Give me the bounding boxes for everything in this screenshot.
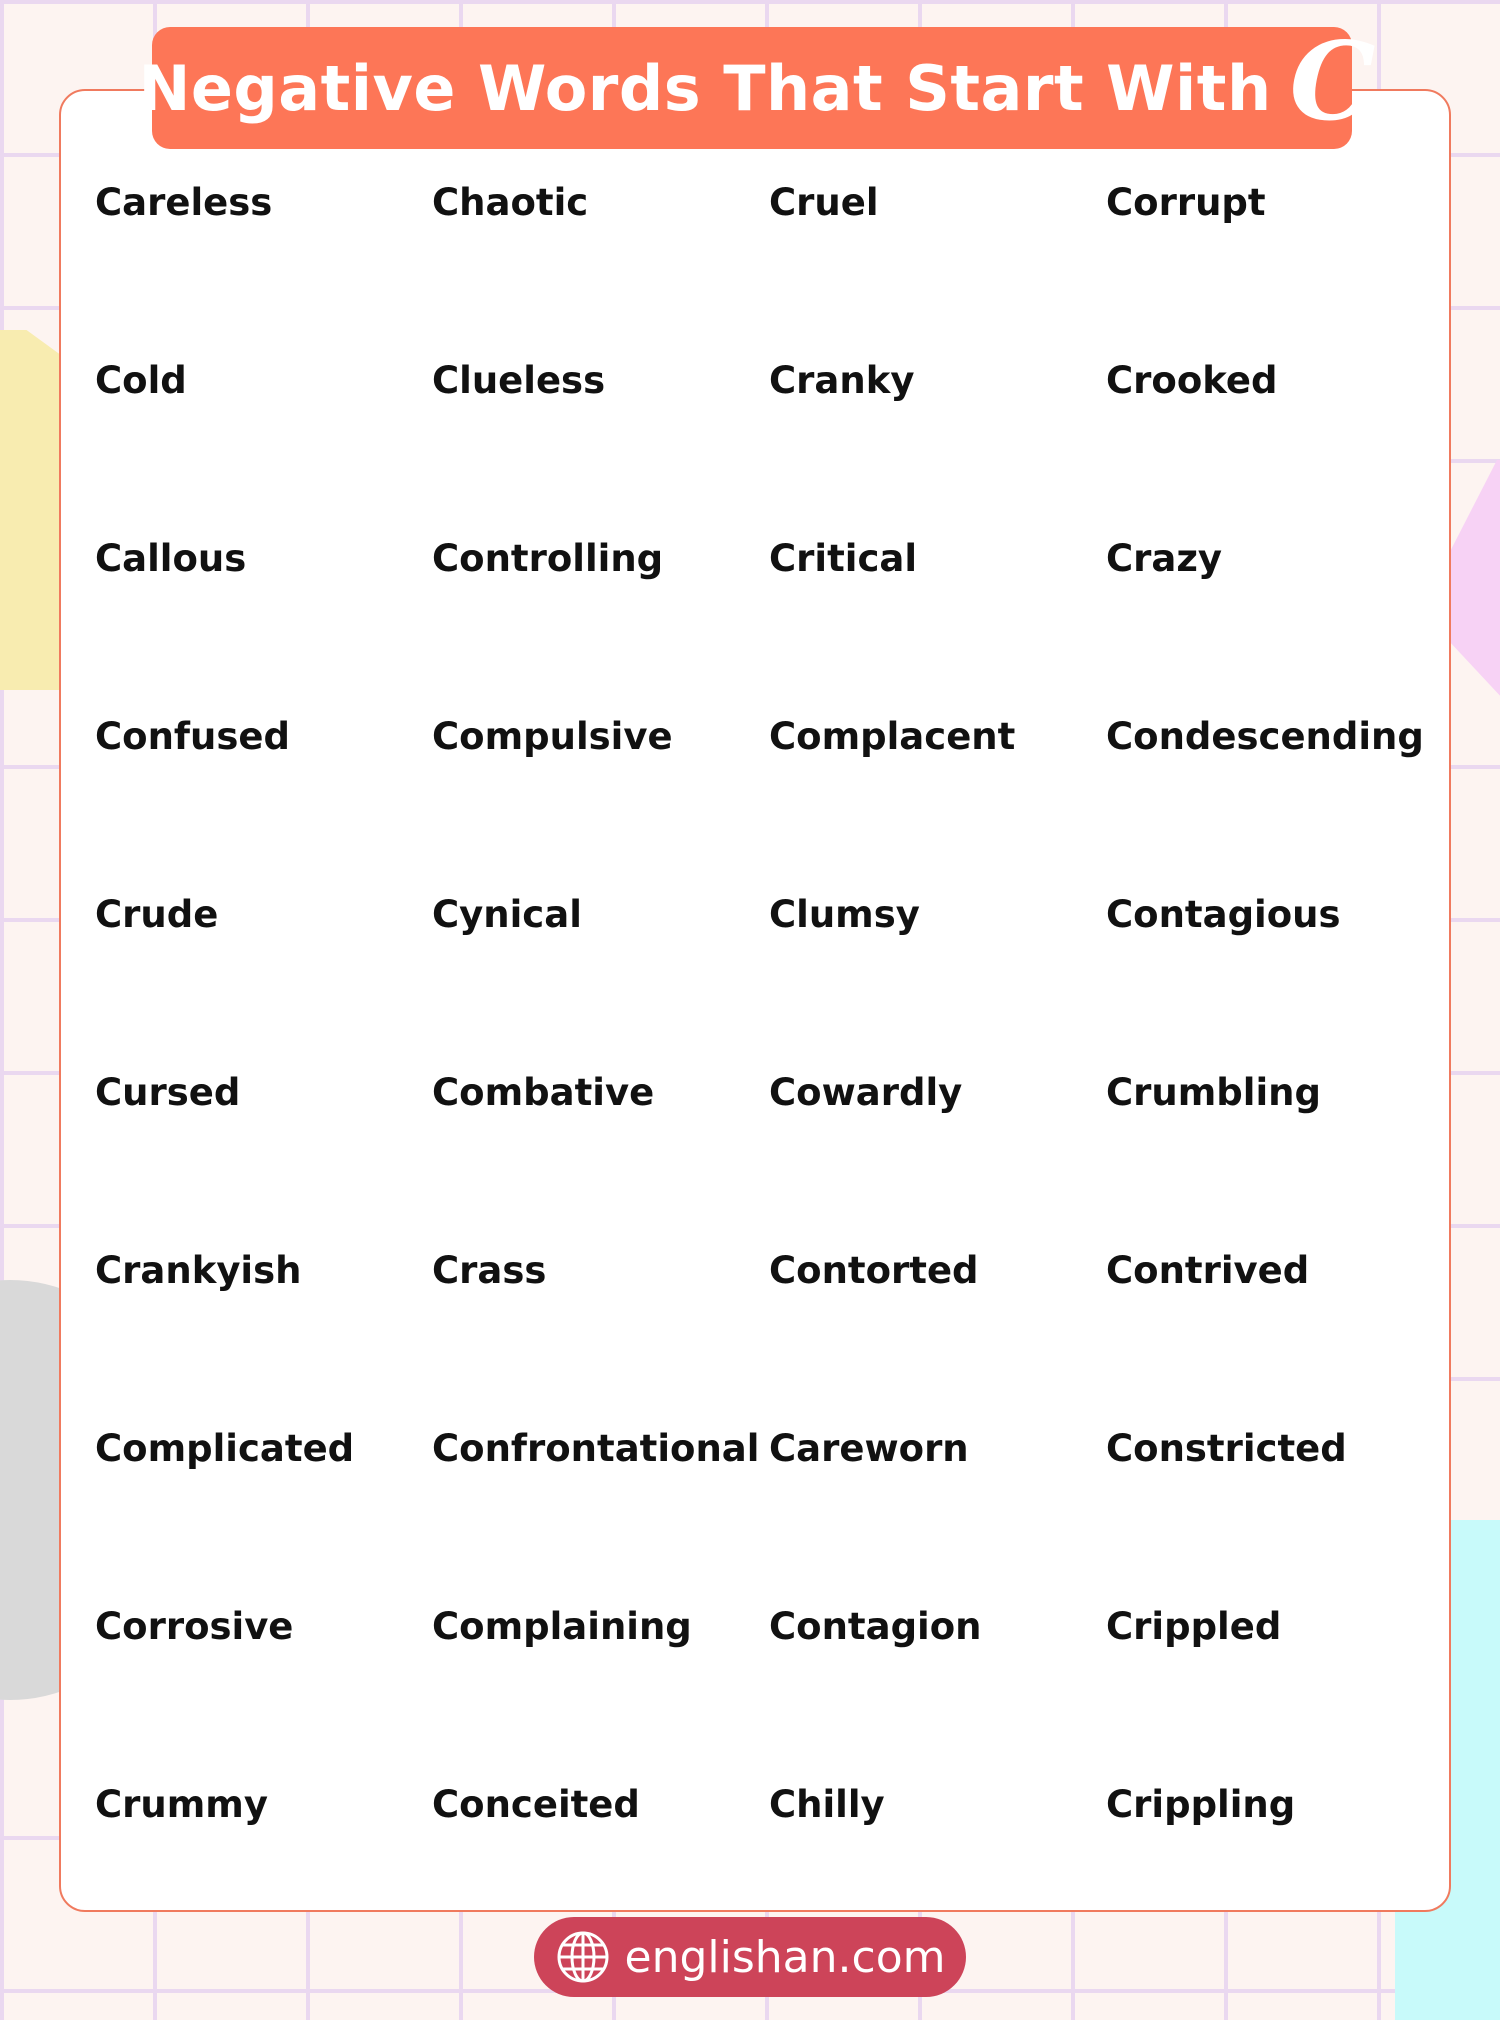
- word-crazy: Crazy: [1106, 537, 1223, 580]
- website-link[interactable]: [534, 1917, 966, 1997]
- word-contrived: Contrived: [1106, 1249, 1310, 1292]
- word-crooked: Crooked: [1106, 359, 1278, 402]
- word-corrosive: Corrosive: [95, 1605, 294, 1648]
- word-contorted: Contorted: [769, 1249, 979, 1292]
- word-complacent: Complacent: [769, 715, 1016, 758]
- word-clueless: Clueless: [432, 359, 606, 402]
- word-cruel: Cruel: [769, 181, 879, 224]
- word-conceited: Conceited: [432, 1783, 640, 1826]
- title-letter: C: [1289, 19, 1376, 145]
- word-controlling: Controlling: [432, 537, 664, 580]
- word-crumbling: Crumbling: [1106, 1071, 1321, 1114]
- word-crass: Crass: [432, 1249, 547, 1292]
- word-confrontational: Confrontational: [432, 1427, 760, 1470]
- word-complaining: Complaining: [432, 1605, 692, 1648]
- word-list-card: [59, 89, 1451, 1912]
- word-clumsy: Clumsy: [769, 893, 920, 936]
- word-crummy: Crummy: [95, 1783, 268, 1826]
- word-careless: Careless: [95, 181, 273, 224]
- title-banner: [138, 19, 1376, 149]
- word-crippled: Crippled: [1106, 1605, 1282, 1648]
- word-crude: Crude: [95, 893, 219, 936]
- word-complicated: Complicated: [95, 1427, 355, 1470]
- word-cursed: Cursed: [95, 1071, 241, 1114]
- word-combative: Combative: [432, 1071, 655, 1114]
- page-title: Negative Words That Start With: [138, 51, 1272, 125]
- word-corrupt: Corrupt: [1106, 181, 1266, 224]
- word-crankyish: Crankyish: [95, 1249, 302, 1292]
- word-cowardly: Cowardly: [769, 1071, 963, 1114]
- word-chaotic: Chaotic: [432, 181, 589, 224]
- word-cynical: Cynical: [432, 893, 582, 936]
- word-compulsive: Compulsive: [432, 715, 673, 758]
- word-contagious: Contagious: [1106, 893, 1341, 936]
- word-crippling: Crippling: [1106, 1783, 1296, 1826]
- word-critical: Critical: [769, 537, 918, 580]
- word-condescending: Condescending: [1106, 715, 1424, 758]
- globe-icon: [555, 1929, 611, 1985]
- word-grid: [95, 181, 1445, 1961]
- word-chilly: Chilly: [769, 1783, 885, 1826]
- word-callous: Callous: [95, 537, 247, 580]
- word-cranky: Cranky: [769, 359, 915, 402]
- word-careworn: Careworn: [769, 1427, 969, 1470]
- word-constricted: Constricted: [1106, 1427, 1347, 1470]
- word-contagion: Contagion: [769, 1605, 982, 1648]
- word-cold: Cold: [95, 359, 187, 402]
- word-confused: Confused: [95, 715, 290, 758]
- website-url: englishan.com: [624, 1931, 946, 1983]
